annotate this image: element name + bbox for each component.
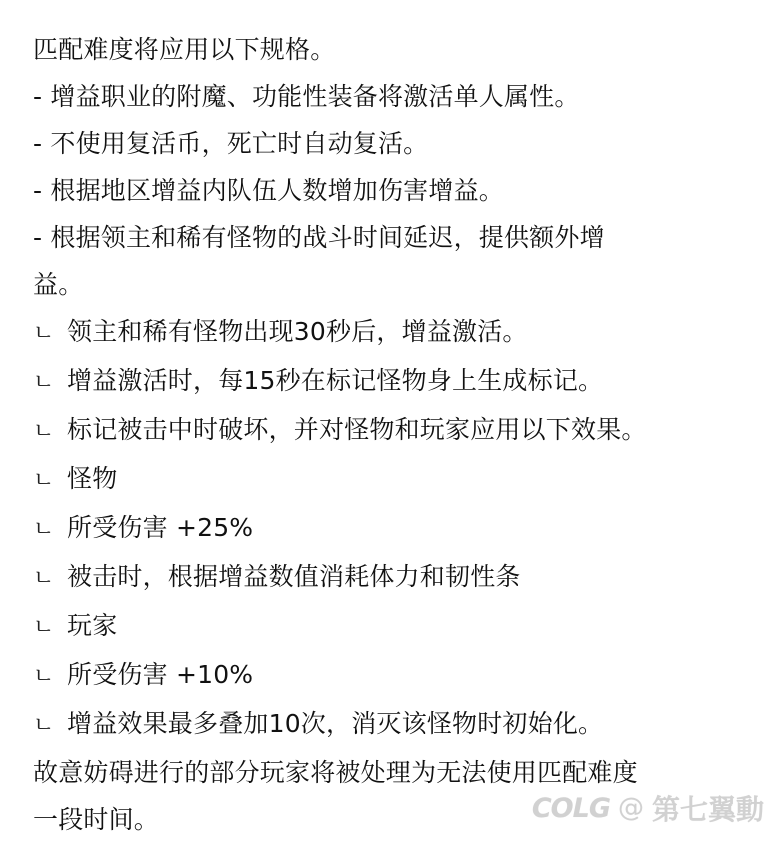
document-line: 匹配难度将应用以下规格。 xyxy=(33,35,336,64)
document-line: - 增益职业的附魔、功能性装备将激活单人属性。 xyxy=(33,82,580,111)
sub-item xyxy=(33,455,753,504)
sub-item xyxy=(33,308,753,357)
sub-item-text: 怪物 xyxy=(67,464,118,493)
sub-item-marker: ㄴ xyxy=(33,566,55,591)
document-content xyxy=(33,26,753,843)
watermark xyxy=(532,788,764,828)
document-line: - 不使用复活币，死亡时自动复活。 xyxy=(33,129,429,158)
sub-item-text: 所受伤害 +10% xyxy=(67,660,254,689)
sub-item xyxy=(33,357,753,406)
sub-item-marker: ㄴ xyxy=(33,321,55,346)
document-line: - 根据领主和稀有怪物的战斗时间延迟，提供额外增 xyxy=(33,223,605,252)
sub-item xyxy=(33,553,753,602)
sub-item xyxy=(33,651,753,700)
sub-item xyxy=(33,700,753,749)
sub-item xyxy=(33,406,753,455)
sub-item-marker: ㄴ xyxy=(33,419,55,444)
sub-item-text: 标记被击中时破坏，并对怪物和玩家应用以下效果。 xyxy=(67,415,647,444)
sub-item-marker: ㄴ xyxy=(33,517,55,542)
sub-item-text: 领主和稀有怪物出现30秒后，增益激活。 xyxy=(67,317,528,346)
sub-item-text: 增益激活时，每15秒在标记怪物身上生成标记。 xyxy=(67,366,604,395)
sub-item-text: 所受伤害 +25% xyxy=(67,513,254,542)
sub-item xyxy=(33,504,753,553)
sub-item-marker: ㄴ xyxy=(33,468,55,493)
sub-item-marker: ㄴ xyxy=(33,713,55,738)
sub-item-text: 被击时，根据增益数值消耗体力和韧性条 xyxy=(67,562,521,591)
watermark-at-symbol: @ xyxy=(617,793,644,823)
sub-item-marker: ㄴ xyxy=(33,615,55,640)
document-line: - 根据地区增益内队伍人数增加伤害增益。 xyxy=(33,176,504,205)
sub-item-text: 玩家 xyxy=(67,611,118,640)
sub-item-marker: ㄴ xyxy=(33,664,55,689)
sub-item-marker: ㄴ xyxy=(33,370,55,395)
watermark-name: 第七翼動 xyxy=(651,793,764,826)
sub-item xyxy=(33,602,753,651)
document-line: 益。 xyxy=(33,270,84,299)
document-line: 故意妨碍进行的部分玩家将被处理为无法使用匹配难度 xyxy=(33,758,638,787)
watermark-logo: COLG xyxy=(531,792,610,824)
sub-item-text: 增益效果最多叠加10次，消灭该怪物时初始化。 xyxy=(67,709,604,738)
document-line: 一段时间。 xyxy=(33,805,160,834)
